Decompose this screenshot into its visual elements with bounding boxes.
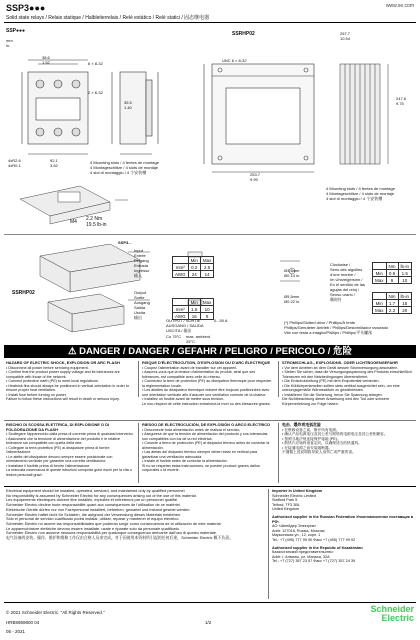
danger-banner: ⚠ DANGER / DANGER / GEFAHR / PELIGRO / PERICOLO / 危险 [4, 345, 416, 358]
copyright: © 2021 Schneider Electric. "All Rights Reserved." [6, 610, 105, 615]
ssrhp-label: SSRHP02 [232, 31, 255, 37]
danger-col-fr [142, 361, 274, 406]
notices-rule [4, 486, 416, 487]
danger-body-zh: • 在维修设备之前，断开所有电源。 • 确认产品电源电压及其公差与网络的电源电压及其公差相兼容。 • 按照当地法规连接保护接地 (PE)。 • 散热片应始终垂直定向，以确保适当的热通风。 • 在接通电源之前安装熔断器。 不遵循上述说明将导致人身伤亡或严重伤害。 [282, 427, 388, 454]
unit-mm: mm [6, 38, 13, 43]
importer-divider [268, 489, 269, 599]
row-divider [4, 420, 416, 421]
danger-title-zh: 电击、爆炸或电弧危险 [282, 422, 321, 427]
danger-title-en: HAZARD OF ELECTRIC SHOCK, EXPLOSION OR ARC FLASH [6, 360, 120, 365]
m4-label: M4 [70, 219, 77, 225]
torque-nm: 2.2 Nm [86, 216, 103, 222]
dim-253-7: 253.7 [250, 172, 261, 177]
importer-info [272, 489, 416, 564]
notice-de-2: Schneider Electric haftet nicht für Schäden, die aufgrund der Verwendung dieses Materials entstehen. [6, 511, 182, 517]
dim-1-52: 1.52 [42, 60, 50, 65]
danger-title-fr: RISQUE D'ÉLECTROCUTION, D'EXPLOSION OU D'ARC ÉLECTRIQUE [142, 360, 271, 365]
doc-date: 05 - 2021 [6, 629, 26, 634]
logo-line-2: Electric [381, 613, 414, 623]
output-label: Output Sortie Ausgang Salida Uscita 输出 [134, 290, 150, 320]
col-divider [138, 423, 139, 483]
col-divider [278, 361, 279, 397]
input-wire-table: Min Max mm² 0.2 2.5 AWG 24 14 [172, 256, 214, 278]
torque-table-input: Nm lb-in Min 0.9 1.5 Max 6 10 [372, 262, 412, 284]
dim-35-5: 35.5 [124, 100, 132, 105]
output-wire-table: Min Max mm² 1.5 10 AWG 16 8 [172, 298, 214, 320]
dim-unc: UNC 6 × 8-32 [222, 58, 247, 63]
mount-slots-ssrhp: 4 Mounting slots / 4 fentes de montage 4 Montageschlitze / 4 slots de montaje 4 slot di montaggio / 4 个安装槽 [326, 186, 395, 201]
ssp-label: SSP●●● [6, 28, 26, 34]
notice-zh: 电气设备的安装、操作、维护和维修工作仅由合格人员来完成。对于因使用本资料所引起的任何后果，Schneider Electric 概不负责。 [6, 535, 233, 541]
section-rule [4, 234, 416, 235]
notice-de-1: Elektrische Geräte dürfen nur von Fachpersonal installiert, betrieben, gewartet und instand gesetzt werden. [6, 506, 191, 512]
dim-3-62: 3.62 [50, 163, 58, 168]
danger-title-it: RISCHIO DI SCOSSA ELETTRICA, DI ESPLOSIONE O DI FOLGORAZIONE DA FLASH [6, 422, 109, 432]
notice-it-1: Le apparecchiature elettriche devono essere installate, usate e riparate solo da personale qualificato. [6, 525, 180, 531]
output-spec: OUTPUT / SORTIE AUSGANG / SALIDA USCITA / 输出 [166, 318, 204, 333]
dim-38-6: 38.6 [42, 55, 50, 60]
ambient-rating: max. ambient 25°C [186, 334, 211, 344]
col-divider [278, 423, 279, 483]
col-divider [138, 361, 139, 397]
footer-rule [4, 602, 416, 603]
dim-1-40: 1.40 [124, 105, 132, 110]
notice-en-1: Electrical equipment should be installed, operated, serviced, and maintained only by qualified personnel. [6, 488, 186, 493]
danger-col-de [282, 361, 414, 406]
schneider-logo [370, 605, 414, 623]
screwdriver-large: Ø5,5mm Ø0.22 in. [284, 294, 301, 304]
danger-col-it [6, 423, 134, 477]
dim-screw: 6 × 8-32 [88, 61, 103, 66]
notice-es-2: Schneider Electric no asume las responsabilidades que pudieran surgir como consecuencia de la utilización de este material. [6, 520, 222, 526]
importer-kz-title: Authorized supplier in the Republic of Kazakhstan [272, 545, 363, 550]
dim-screw2: 2 × 6-32 [88, 90, 103, 95]
dim-9-75: 9.75 [396, 101, 404, 106]
notice-es-1: Sólo el personal de servicio cualificado podrá instalar, utilizar, reparar y mantener el equipo eléctrico. [6, 516, 180, 522]
dim-92-1: 92.1 [50, 158, 58, 163]
danger-body-de: • Vor dem Arbeiten an dem Gerät dessen Stromversorgung abschalten. • Stellen Sie sicher, dass die Versorgungsspannung des Produkts einschließlich Toleranzen mit den Netzbedingungen übereinstimmt. • Die Erdschutzleitung (PE) mit dem Erdpotential verbinden. • Die Kühlkörperlamellen sollten stets vertikal ausgerichtet sein, um eine ordnungsgemäße Wärmeabfuhr zu gewährleisten. • Installieren Sie die Sicherung, bevor Sie Spannung anlegen. Die Nichtbeachtung dieser Anweisung wird den Tod oder schwere Körperverletzung zur Folge haben. [282, 365, 413, 406]
dim-10-54: 10.54 [340, 36, 351, 41]
doc-url: www.se.com [385, 3, 414, 9]
dimension-drawings [0, 24, 420, 234]
notices-list [6, 489, 264, 541]
danger-col-en [6, 361, 134, 402]
mount-slots-ssp: 4 Mounting slots / 4 fentes de montage 4 Montageschlitze / 4 slots de montaje 4 slot di montaggio / 4 个安装槽 [90, 160, 159, 175]
importer-kz-body: Казахстанский представительство: Addr: г. Алматы, ул. Манаса, 32А Tel.: +7 (727) 357 23 57 Факс +7 (727) 357 24 39 [272, 550, 356, 564]
header-rule [4, 22, 416, 23]
importer-ru-title: Authorized supplier in the Russian Federation Уполномоченное поставщик в РФ: [272, 514, 414, 524]
importer-uk-title: Importer in United Kingdom [272, 489, 323, 493]
danger-body-it: • Scollegare l'apparecchio dalla presa di corrente prima di qualsiasi intervento. • Assicurarsi che la tensione di alimentazione del prodotto e le relative tolleranze sia compatibile con quella della rete. • Collegare la terra protettiva (PE) al dissipatore prima di fornire l'alimentazione. • Le alette del dissipatore devono sempre essere posizionate con orientamento verticale per garantire una corretta ventilazione. • Installare il fusibile prima di fornire l'alimentazione. La mancata osservanza di queste istruzioni comporta gravi rischi per la vita o lesioni personali gravi. [6, 432, 134, 477]
importer-ru-body: АО «Шнейдер Электрик» Addr: 127018, Russia, Moscow, Марьинская ул., 12, корп. 1 Tel.: +7 (495) 777 99 90 Факс +7 (495) 777 99 92 [272, 524, 356, 542]
danger-title-de: STROMSCHLAG-, EXPLOSIONS- ODER LICHTBOGENGEFAHR [282, 360, 398, 365]
clockwise-note: Clockwise / Sens des aiguilles d'une montre / Im Uhrzeigersinn / En el sentido de las agujas del reloj / Senso orario / 顺时针 [330, 262, 365, 302]
torque-lbin: 19.5 lb-in [86, 222, 107, 228]
phillips-note: (*) Phillips/Slotted drive / Phillips/À fente Phillips/Genuteter Antrieb / Phillips/Destornillador ranurado Vite con testa a intaglio/Phillips / Phillips/平头螺丝 [284, 320, 389, 335]
ssp-small: SSP3... [118, 240, 132, 245]
danger-col-zh [282, 423, 414, 455]
cu-rating: Cu 75°C [166, 334, 182, 339]
danger-body-en: • Disconnect all power before servicing equipment. • Confirm that the product power supply voltage and its tolerances are compatible with those of the network. • Connect protective earth (PE) to meet local regulations. • Heatsink fins should always be positioned in vertical orientation in order to ensure proper heat ventilation. • Install fuse before turning on power. Failure to follow these instructions will result in death or serious injury. [6, 365, 130, 401]
ssrhp-small: SSRHP02 [12, 290, 35, 296]
dim-9-99: 9.99 [250, 177, 258, 182]
dim-radius: 4xR2.6 4xR0.1 [8, 158, 21, 168]
notice-en-2: No responsibility is assumed by Schneider Electric for any consequences arising out of the use of this material. [6, 492, 197, 498]
notice-fr-1: Les équipements électriques doivent être installés, exploités et entretenus par un personnel qualifié. [6, 497, 179, 503]
unit-in: in. [6, 43, 11, 48]
danger-col-es [142, 423, 274, 473]
torque-table-output: Nm lb-in Min 1.7 15 Max 2.3 20 [372, 292, 412, 314]
dim-247-6: 247.6 [396, 96, 407, 101]
dim-267-7: 267.7 [340, 31, 351, 36]
notice-fr-2: Schneider Electric décline toute responsabilité quant aux conséquences de l'utilisation de ce matériel. [6, 502, 181, 508]
danger-body-es: • Desconecte toda alimentación antes de realizar el servicio. • Asegúrese de que la tensión de alimentación del producto y sus tolerancias son compatibles con los de la red eléctrica. • Conecte a tierra de protección (PE) al disipador térmico antes de conectar la alimentación. • Las aletas del disipador térmico siempre deben estar en vertical para garantizar una ventilación adecuada. • Instale el fusible antes de conectar la alimentación. Si no se respetan estas instrucciones, se pueden producir graves daños corporales o la muerte. [142, 427, 270, 472]
logo-line-1: Schneider [370, 604, 414, 614]
input-label: Input Entrée Eingang Entrada Ingresso 输入 [134, 248, 150, 278]
doc-title: SSP3●●● [6, 3, 46, 13]
danger-body-fr: • Coupez l'alimentation avant de travailler sur cet appareil. • Assurez-vous que la tension d'alimentation du produit, ainsi que ses tolérances, est compatible avec celle du réseau. • Connectez la terre de protection (PE) au dissipateur thermique pour respecter la réglementation locale. • Les ailettes du dissipateur thermique doivent être toujours positionnées avec une orientation verticale afin d'assurer une ventilation correcte de la chaleur. • Installez un fusible avant de mettre sous tension. Le non-respect de cette instruction entraînera la mort ou des blessures graves. [142, 365, 272, 406]
output-current: 0...50 A [214, 318, 228, 323]
notice-it-2: Schneider Electric non assume nessuna responsabilità per qualunque conseguenza derivante dall'uso di questo materiale. [6, 530, 217, 536]
importer-uk-body: Schneider Electric Limited Stafford Park 5 Telford, TF3 3BL United Kingdom [272, 493, 316, 512]
danger-title-es: RIESGO DE ELECTROCUCIÓN, DE EXPLOSIÓN O ARCO ELÉCTRICO [142, 422, 271, 427]
doc-subtitle: Solid state relays / Relais statique / Halbleiterrelais / Relé estático / Relé statici / 固态继电器 [6, 15, 210, 21]
page-number: 1/2 [205, 620, 212, 625]
screwdriver-small: Ø3,5mm Ø0.14 in. [284, 268, 301, 278]
doc-code: HRB6969800 04 [6, 620, 40, 625]
